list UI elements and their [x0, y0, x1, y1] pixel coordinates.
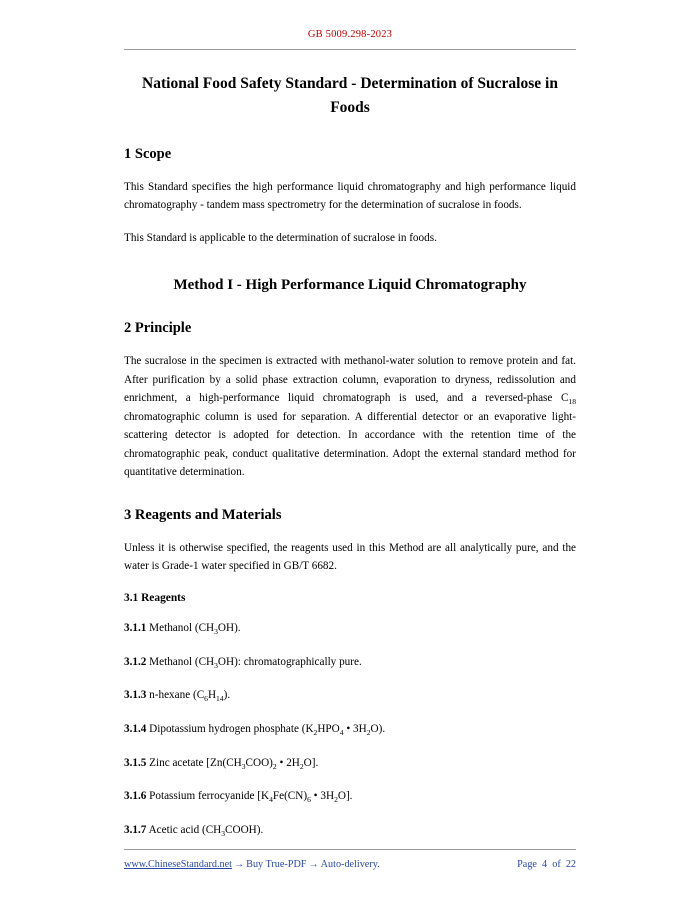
item-number: 3.1.2: [124, 655, 147, 668]
buy-link[interactable]: Buy True-PDF: [246, 859, 307, 870]
footer-divider: [124, 849, 576, 850]
reagents-intro: Unless it is otherwise specified, the reagents used in this Method are all analytically pure, and the water is Grade-1 water specified in GB/T 6682.: [124, 541, 576, 572]
section-heading-scope: 1 Scope: [124, 146, 172, 163]
list-item: [124, 822, 576, 840]
principle-paragraph: [124, 352, 576, 480]
item-number: 3.1.4: [124, 722, 147, 735]
list-item: [124, 687, 576, 705]
footer-row: [124, 859, 576, 870]
document-content: [124, 50, 576, 839]
page-number-group: [517, 859, 576, 870]
delivery-note: Auto-delivery.: [320, 859, 380, 870]
item-text: Dipotassium hydrogen phosphate ($K_2HPO_4$ • $3H_2O$).: [149, 722, 386, 738]
item-number: 3.1.5: [124, 756, 147, 769]
of-label: of: [552, 859, 561, 870]
list-item: [124, 755, 576, 773]
item-text: n-hexane $(C_6H_{14})$.: [149, 689, 231, 704]
principle-text-part-2: chromatographic column is used for separation. A differential detector or an evaporative light-scattering detector is adopted for detection. In accordance with the retention time of the chromatographic peak, conduct qualitative determination. Adopt the external standard method for quantitative determination.: [124, 411, 576, 478]
arrow-icon: →: [233, 859, 245, 870]
scope-paragraph-2: This Standard is applicable to the determination of sucralose in foods.: [124, 232, 437, 245]
item-number: 3.1.6: [124, 790, 147, 803]
section-heading-principle: 2 Principle: [124, 320, 192, 337]
list-item: [124, 654, 576, 672]
method-heading: Method I - High Performance Liquid Chromatography: [173, 277, 527, 294]
list-item: [124, 788, 576, 806]
page-total: 22: [565, 859, 576, 870]
principle-subscript: 18: [568, 396, 576, 406]
item-number: 3.1.3: [124, 689, 147, 702]
reagent-item-list: [124, 620, 576, 839]
list-item: [124, 620, 576, 638]
page-footer: [124, 849, 576, 870]
list-item: [124, 721, 576, 739]
item-text: Acetic acid $(CH_3COOH)$.: [148, 823, 264, 839]
site-link[interactable]: www.ChineseStandard.net: [124, 859, 232, 870]
principle-text-part-1: The sucralose in the specimen is extracted with methanol-water solution to remove protein and fat. After purification by a solid phase extraction column, evaporation to dryness, redissolution and enrichment, a high-performance liquid chromatograph is used, and a reversed-phase C: [124, 355, 576, 404]
footer-links: [124, 859, 380, 870]
page-title: National Food Safety Standard - Determination of Sucralose in Foods: [142, 75, 558, 117]
standard-code: GB 5009.298-2023: [307, 29, 393, 40]
section-heading-reagents: 3 Reagents and Materials: [124, 506, 282, 523]
arrow-icon: →: [308, 859, 319, 870]
item-text: Methanol $(CH_3OH)$.: [149, 622, 241, 637]
page-label: Page: [517, 859, 537, 870]
item-number: 3.1.7: [124, 823, 147, 836]
reagents-subheading: 3.1 Reagents: [124, 592, 186, 605]
item-text: Zinc acetate [$Zn(CH_3COO)_2$ • $2H_2O$].: [149, 756, 319, 771]
item-text: Potassium ferrocyanide [$K_4Fe(CN)_6$ • $3H_2O$].: [149, 790, 353, 805]
scope-paragraph-1: This Standard specifies the high performance liquid chromatography and high performance liquid chromatography - tandem mass spectrometry for the determination of sucralose in foods.: [124, 181, 576, 212]
page-header: [0, 0, 700, 40]
item-text: Methanol $(CH_3OH)$: chromatographically pure.: [149, 655, 362, 670]
item-number: 3.1.1: [124, 622, 147, 635]
page-number: 4: [542, 859, 548, 870]
